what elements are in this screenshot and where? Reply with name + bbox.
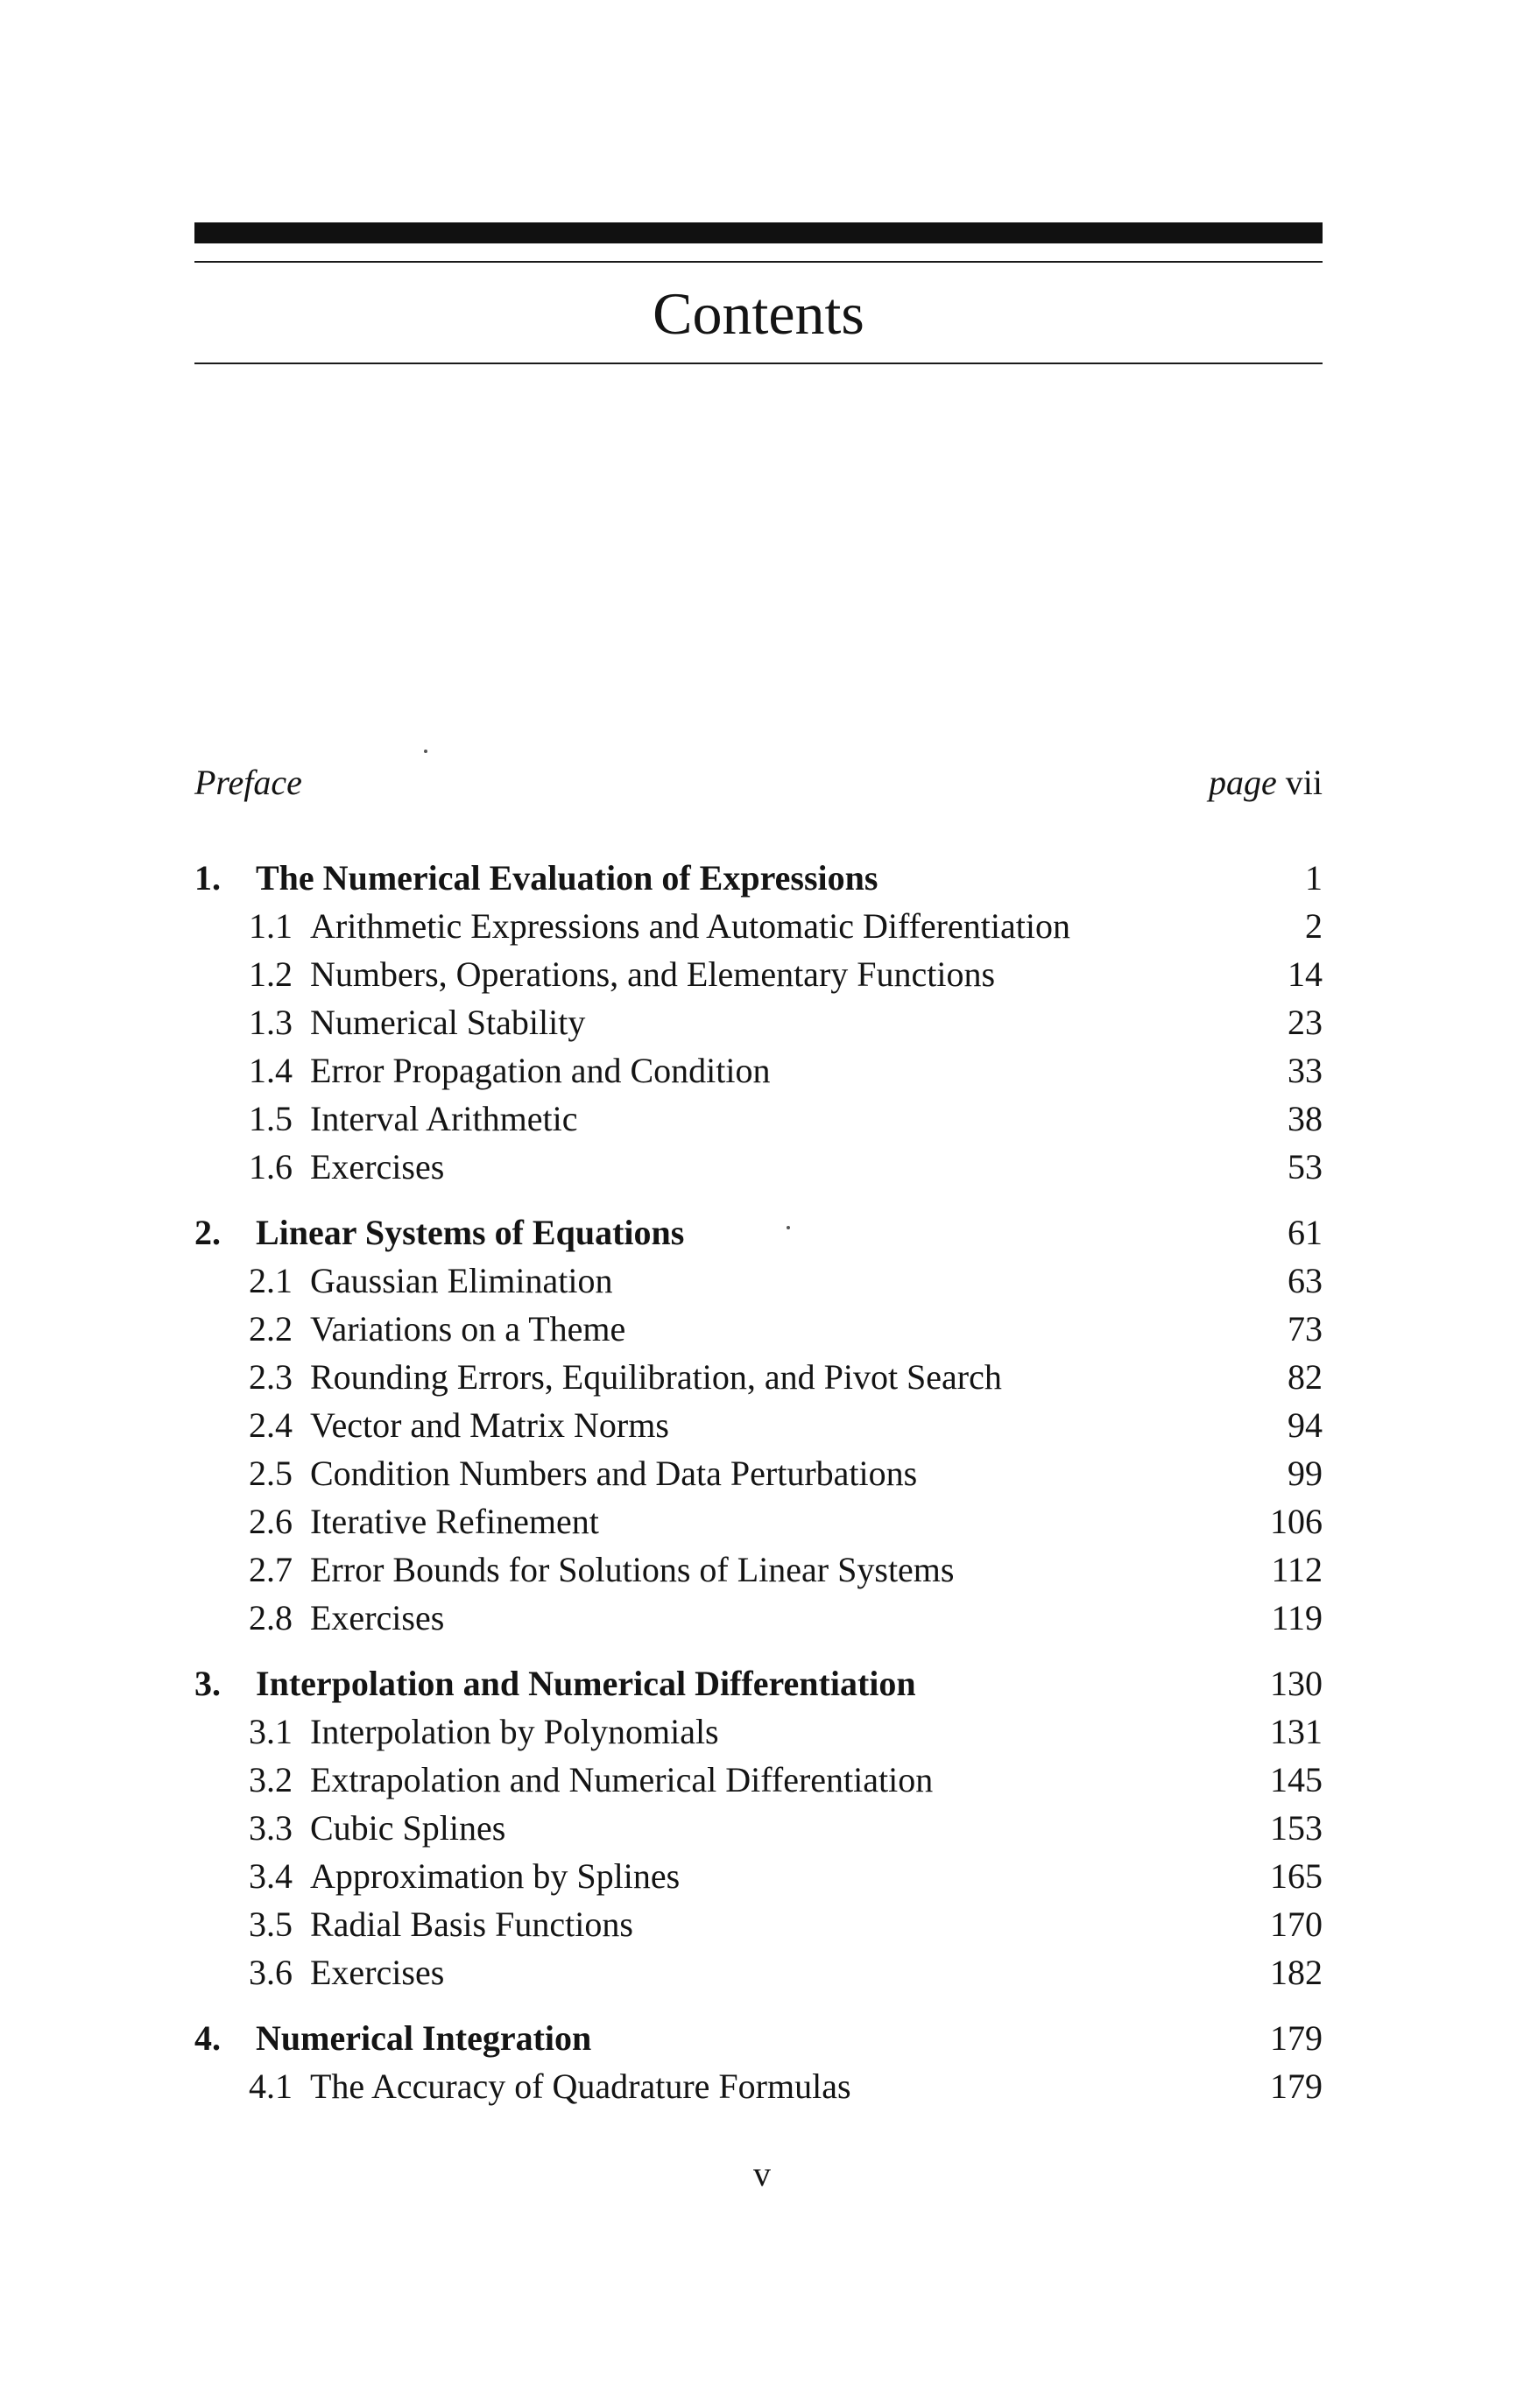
chapter-number: 3. bbox=[194, 1664, 221, 1703]
section-title: Condition Numbers and Data Perturbations bbox=[310, 1454, 918, 1493]
section-page: 99 bbox=[1288, 1454, 1323, 1493]
section-number: 2.8 bbox=[249, 1598, 293, 1637]
preface-label: Preface bbox=[194, 763, 302, 802]
toc-section-row[interactable] bbox=[194, 1545, 1323, 1594]
section-title: Exercises bbox=[310, 1598, 445, 1637]
section-title: Numbers, Operations, and Elementary Functions bbox=[310, 954, 996, 994]
toc-section-row[interactable] bbox=[194, 950, 1323, 998]
section-number: 3.6 bbox=[249, 1953, 293, 1992]
section-number: 3.5 bbox=[249, 1905, 293, 1944]
toc-section-row[interactable] bbox=[194, 998, 1323, 1046]
toc-chapter-block bbox=[194, 1659, 1323, 1996]
header-rule-upper bbox=[194, 261, 1323, 263]
toc-preface-row[interactable] bbox=[194, 758, 1323, 806]
section-number: 2.3 bbox=[249, 1357, 293, 1397]
table-of-contents bbox=[194, 758, 1323, 2110]
section-page: 131 bbox=[1270, 1712, 1323, 1751]
section-page: 82 bbox=[1288, 1357, 1323, 1397]
section-page: 73 bbox=[1288, 1309, 1323, 1348]
section-page: 63 bbox=[1288, 1261, 1323, 1300]
toc-section-row[interactable] bbox=[194, 2062, 1323, 2110]
toc-chapter-row[interactable] bbox=[194, 1659, 1323, 1707]
toc-section-row[interactable] bbox=[194, 1353, 1323, 1401]
section-title: Radial Basis Functions bbox=[310, 1905, 633, 1944]
section-page: 165 bbox=[1270, 1856, 1323, 1896]
section-page: 170 bbox=[1270, 1905, 1323, 1944]
section-page: 94 bbox=[1288, 1405, 1323, 1445]
section-number: 2.4 bbox=[249, 1405, 293, 1445]
chapter-title: Linear Systems of Equations bbox=[256, 1213, 685, 1252]
toc-section-row[interactable] bbox=[194, 1707, 1323, 1756]
chapter-page: 1 bbox=[1305, 858, 1323, 898]
section-number: 1.5 bbox=[249, 1099, 293, 1138]
section-title: Gaussian Elimination bbox=[310, 1261, 613, 1300]
section-title: Vector and Matrix Norms bbox=[310, 1405, 669, 1445]
section-number: 2.1 bbox=[249, 1261, 293, 1300]
section-title: Numerical Stability bbox=[310, 1003, 586, 1042]
toc-chapter-block bbox=[194, 854, 1323, 1191]
section-page: 14 bbox=[1288, 954, 1323, 994]
section-title: Error Bounds for Solutions of Linear Systems bbox=[310, 1550, 955, 1589]
section-number: 1.4 bbox=[249, 1051, 293, 1090]
toc-chapter-row[interactable] bbox=[194, 1208, 1323, 1257]
section-title: Extrapolation and Numerical Differentiation bbox=[310, 1760, 934, 1799]
chapter-page: 179 bbox=[1270, 2018, 1323, 2058]
toc-section-row[interactable] bbox=[194, 902, 1323, 950]
chapter-title: Interpolation and Numerical Differentiation bbox=[256, 1664, 916, 1703]
section-title: Iterative Refinement bbox=[310, 1502, 599, 1541]
section-page: 38 bbox=[1288, 1099, 1323, 1138]
section-title: Rounding Errors, Equilibration, and Pivot Search bbox=[310, 1357, 1002, 1397]
section-title: Interval Arithmetic bbox=[310, 1099, 578, 1138]
section-page: 23 bbox=[1288, 1003, 1323, 1042]
section-number: 3.1 bbox=[249, 1712, 293, 1751]
toc-section-row[interactable] bbox=[194, 1305, 1323, 1353]
page-folio: v bbox=[753, 2154, 771, 2193]
toc-section-row[interactable] bbox=[194, 1095, 1323, 1143]
section-title: Arithmetic Expressions and Automatic Differentiation bbox=[310, 906, 1070, 946]
section-title: Interpolation by Polynomials bbox=[310, 1712, 719, 1751]
section-number: 3.3 bbox=[249, 1808, 293, 1848]
toc-chapter-block bbox=[194, 1208, 1323, 1642]
section-page: 112 bbox=[1271, 1550, 1323, 1589]
section-page: 179 bbox=[1270, 2067, 1323, 2106]
toc-section-row[interactable] bbox=[194, 1257, 1323, 1305]
toc-section-row[interactable] bbox=[194, 1497, 1323, 1545]
section-number: 1.6 bbox=[249, 1147, 293, 1186]
chapter-page: 61 bbox=[1288, 1213, 1323, 1252]
section-title: Error Propagation and Condition bbox=[310, 1051, 771, 1090]
chapter-number: 1. bbox=[194, 858, 221, 898]
section-page: 119 bbox=[1271, 1598, 1323, 1637]
section-page: 145 bbox=[1270, 1760, 1323, 1799]
chapter-number: 4. bbox=[194, 2018, 221, 2058]
section-number: 2.6 bbox=[249, 1502, 293, 1541]
toc-section-row[interactable] bbox=[194, 1143, 1323, 1191]
section-title: Exercises bbox=[310, 1953, 445, 1992]
toc-section-row[interactable] bbox=[194, 1900, 1323, 1948]
toc-section-row[interactable] bbox=[194, 1449, 1323, 1497]
header-rule-lower bbox=[194, 363, 1323, 364]
section-title: The Accuracy of Quadrature Formulas bbox=[310, 2067, 851, 2106]
page-title: Contents bbox=[653, 280, 864, 347]
section-page: 33 bbox=[1288, 1051, 1323, 1090]
toc-section-row[interactable] bbox=[194, 1401, 1323, 1449]
section-page: 53 bbox=[1288, 1147, 1323, 1186]
toc-section-row[interactable] bbox=[194, 1594, 1323, 1642]
section-title: Variations on a Theme bbox=[310, 1309, 626, 1348]
chapter-title: Numerical Integration bbox=[256, 2018, 592, 2058]
chapter-number: 2. bbox=[194, 1213, 221, 1252]
toc-section-row[interactable] bbox=[194, 1948, 1323, 1996]
section-number: 4.1 bbox=[249, 2067, 293, 2106]
section-title: Exercises bbox=[310, 1147, 445, 1186]
print-speck bbox=[424, 750, 427, 753]
section-number: 1.3 bbox=[249, 1003, 293, 1042]
section-number: 1.1 bbox=[249, 906, 293, 946]
section-page: 106 bbox=[1270, 1502, 1323, 1541]
section-number: 3.2 bbox=[249, 1760, 293, 1799]
section-number: 3.4 bbox=[249, 1856, 293, 1896]
section-page: 182 bbox=[1270, 1953, 1323, 1992]
section-title: Approximation by Splines bbox=[310, 1856, 681, 1896]
chapter-page: 130 bbox=[1270, 1664, 1323, 1703]
section-number: 2.5 bbox=[249, 1454, 293, 1493]
preface-page: page vii bbox=[1209, 763, 1323, 802]
header-bar bbox=[194, 222, 1323, 243]
toc-section-row[interactable] bbox=[194, 1852, 1323, 1900]
toc-chapter-row[interactable] bbox=[194, 854, 1323, 902]
toc-chapter-row[interactable] bbox=[194, 2014, 1323, 2062]
toc-section-row[interactable] bbox=[194, 1804, 1323, 1852]
section-page: 2 bbox=[1305, 906, 1323, 946]
section-number: 2.2 bbox=[249, 1309, 293, 1348]
section-title: Cubic Splines bbox=[310, 1808, 506, 1848]
section-number: 2.7 bbox=[249, 1550, 293, 1589]
toc-section-row[interactable] bbox=[194, 1756, 1323, 1804]
section-number: 1.2 bbox=[249, 954, 293, 994]
section-page: 153 bbox=[1270, 1808, 1323, 1848]
toc-section-row[interactable] bbox=[194, 1046, 1323, 1095]
chapter-title: The Numerical Evaluation of Expressions bbox=[256, 858, 878, 898]
toc-chapter-block bbox=[194, 2014, 1323, 2110]
